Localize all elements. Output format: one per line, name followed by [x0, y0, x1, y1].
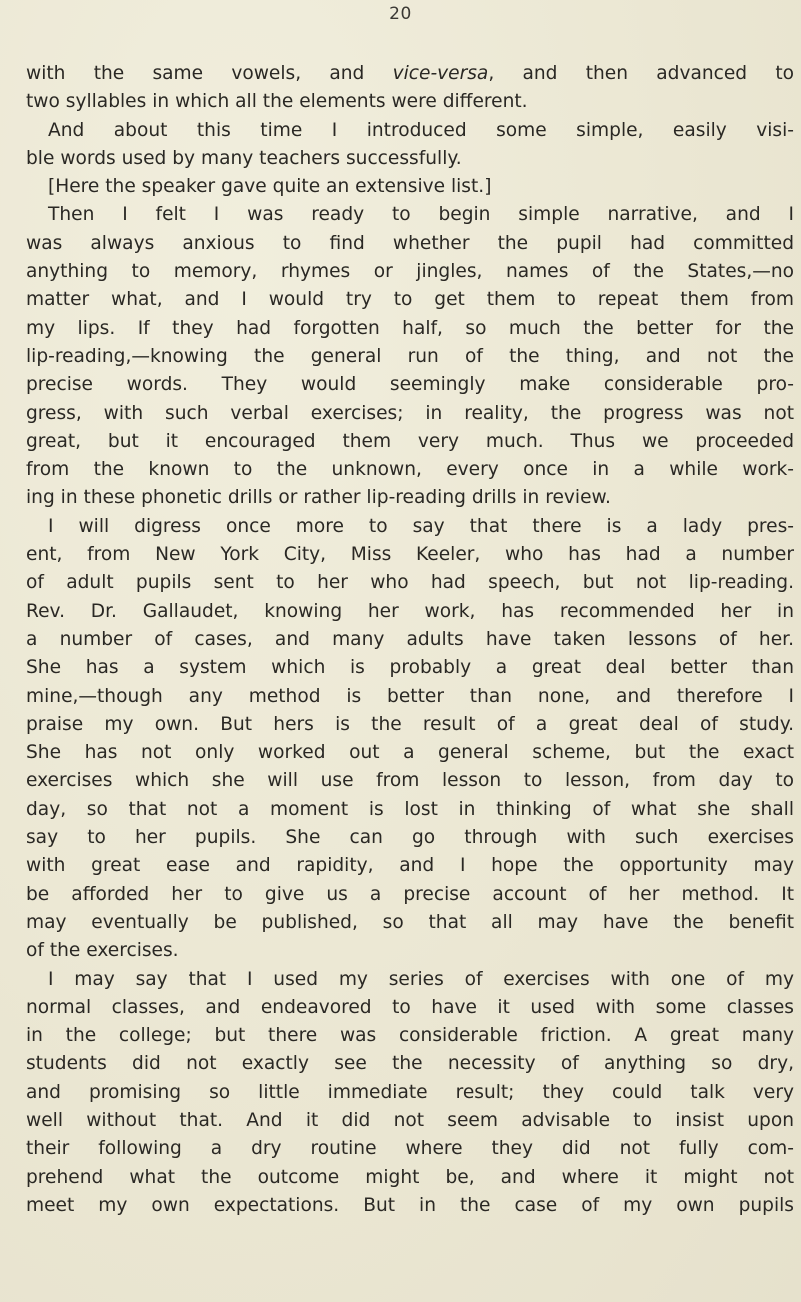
text-line: praise my own. But hers is the result of a great deal of study. [26, 713, 794, 735]
text-line: in the college; but there was considerable friction. A great many [26, 1025, 794, 1047]
text-line: Rev. Dr. Gallaudet, knowing her work, has recommended her in [26, 600, 794, 622]
text-line: a number of cases, and many adults have taken lessons of her. [26, 628, 794, 650]
text-line: great, but it encouraged them very much. Thus we proceeded [26, 430, 794, 452]
text-line: precise words. They would seemingly make considerable pro- [26, 374, 794, 396]
text-line: was always anxious to find whether the pupil had committed [26, 232, 794, 254]
text-line: normal classes, and endeavored to have it used with some classes [26, 996, 794, 1018]
text-line: prehend what the outcome might be, and where it might not [26, 1166, 794, 1188]
text-line: exercises which she will use from lesson to lesson, from day to [26, 770, 794, 792]
body-text [26, 60, 794, 1220]
text-line: their following a dry routine where they did not fully com- [26, 1138, 794, 1160]
text-line: my lips. If they had forgotten half, so much the better for the [26, 317, 794, 339]
text-line: gress, with such verbal exercises; in reality, the progress was not [26, 402, 794, 424]
text-line: of the exercises. [26, 940, 179, 962]
text-line: of adult pupils sent to her who had speech, but not lip-reading. [26, 572, 794, 594]
text-line: with great ease and rapidity, and I hope the opportunity may [26, 855, 794, 877]
text-line: may eventually be published, so that all may have the benefit [26, 911, 794, 933]
text-line: She has a system which is probably a great deal better than [26, 657, 794, 679]
text-line: say to her pupils. She can go through with such exercises [26, 827, 794, 849]
text-line: anything to memory, rhymes or jingles, names of the States,—no [26, 261, 794, 283]
text-line: She has not only worked out a general scheme, but the exact [26, 742, 794, 764]
text-line: well without that. And it did not seem advisable to insist upon [26, 1109, 794, 1131]
text-line: ent, from New York City, Miss Keeler, who has had a number [26, 544, 794, 566]
text-line: matter what, and I would try to get them to repeat them from [26, 289, 794, 311]
text-line: I will digress once more to say that there is a lady pres- [48, 515, 794, 537]
text-line: two syllables in which all the elements were different. [26, 91, 528, 113]
text-line: ing in these phonetic drills or rather lip-reading drills in review. [26, 487, 611, 509]
text-line: lip-reading,—knowing the general run of the thing, and not the [26, 345, 794, 367]
text-line: ble words used by many teachers successfully. [26, 147, 462, 169]
text-line: Then I felt I was ready to begin simple narrative, and I [48, 204, 794, 226]
italic-phrase: vice-versa [392, 63, 489, 84]
text-line: mine,—though any method is better than none, and therefore I [26, 685, 794, 707]
text-line: day, so that not a moment is lost in thinking of what she shall [26, 798, 794, 820]
text-line: [Here the speaker gave quite an extensive list.] [48, 176, 492, 198]
text-line: be afforded her to give us a precise account of her method. It [26, 883, 794, 905]
text-line: meet my own expectations. But in the case of my own pupils [26, 1194, 794, 1216]
text-line: from the known to the unknown, every once in a while work- [26, 459, 794, 481]
text-line: And about this time I introduced some simple, easily visi- [48, 119, 794, 141]
text-line: and promising so little immediate result; they could talk very [26, 1081, 794, 1103]
text-lines [26, 60, 794, 1220]
page-number: 20 [389, 4, 412, 24]
text-line: with the same vowels, and vice-versa, and then advanced to [26, 63, 795, 84]
text-line: I may say that I used my series of exercises with one of my [48, 968, 794, 990]
text-line: students did not exactly see the necessity of anything so dry, [26, 1053, 794, 1075]
